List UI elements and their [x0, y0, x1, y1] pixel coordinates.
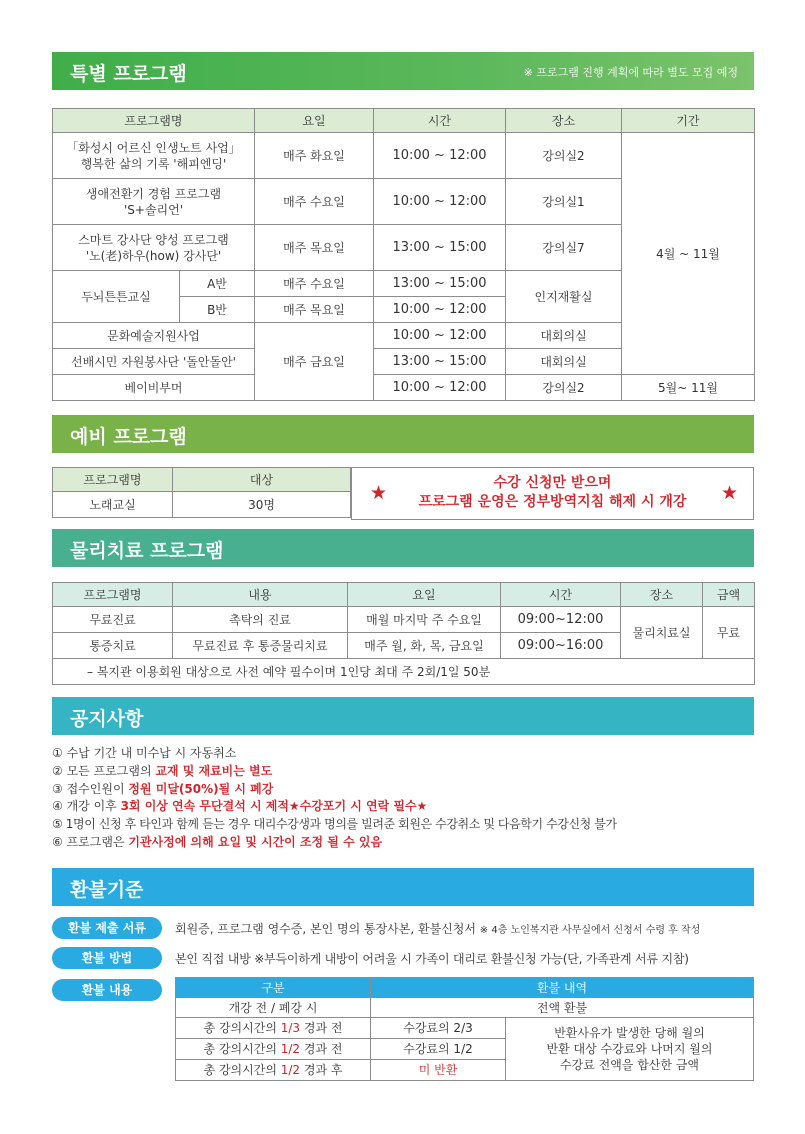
notice-text: ② 모든 프로그램의 — [52, 763, 156, 778]
refund-method-label: 환불 방법 — [52, 947, 162, 969]
notice-highlight: 3회 이상 연속 무단결석 시 제적★수강포기 시 연락 필수★ — [120, 799, 428, 814]
description-line: 수강료 전액을 합산한 금액 — [560, 1058, 699, 1072]
program-name — [53, 133, 255, 179]
col-header: 장소 — [621, 583, 703, 607]
physio-section-header — [52, 529, 754, 567]
refund-content-label: 환불 내용 — [52, 979, 162, 1001]
name-line: '노(老)하우(how) 강사단' — [85, 248, 222, 263]
refund-table — [175, 977, 754, 1081]
fraction: 1/2 — [280, 1063, 301, 1077]
time-cell: 09:00~16:00 — [501, 633, 621, 659]
notice-item — [52, 763, 617, 781]
col-header: 장소 — [506, 109, 622, 133]
condition-text: 총 강의시간의 — [203, 1021, 281, 1035]
refund-documents-label: 환불 제출 서류 — [52, 917, 162, 939]
program-name: 무료진료 — [53, 607, 173, 633]
day-cell: 매주 목요일 — [255, 297, 374, 323]
place-cell: 물리치료실 — [621, 607, 703, 659]
message-line: 수강 신청만 받으며 — [493, 475, 612, 491]
name-line: 생애전환기 경험 프로그램 — [85, 186, 222, 201]
condition-text: 경과 후 — [300, 1063, 343, 1077]
fee-cell: 무료 — [703, 607, 755, 659]
time-cell: 10:00 ~ 12:00 — [374, 133, 506, 179]
day-cell: 매주 화요일 — [255, 133, 374, 179]
program-name — [53, 225, 255, 271]
name-line: 「화성시 어르신 인생노트 사업」 — [66, 140, 241, 155]
notice-text: ① 수납 기간 내 미수납 시 자동취소 — [52, 746, 237, 760]
star-icon: ★ — [720, 482, 738, 504]
special-table — [52, 108, 755, 401]
physio-note: – 복지관 이용회원 대상으로 사전 예약 필수이며 1인당 최대 주 2회/1일 50분 — [53, 659, 755, 685]
content-cell: 촉탁의 진료 — [173, 607, 348, 633]
time-cell: 09:00~12:00 — [501, 607, 621, 633]
refund-documents-text — [175, 920, 700, 937]
notice-item — [52, 798, 617, 816]
notice-item — [52, 816, 617, 834]
col-header: 프로그램명 — [53, 468, 173, 492]
condition-cell: 개강 전 / 폐강 시 — [176, 998, 371, 1018]
pre-section-header — [52, 415, 754, 453]
star-icon: ★ — [370, 482, 388, 504]
refund-value-cell: 전액 환불 — [371, 998, 754, 1018]
section-title: 물리치료 프로그램 — [70, 540, 224, 562]
program-name — [53, 179, 255, 225]
program-name: 선배시민 자원봉사단 '돌안돌안' — [53, 349, 255, 375]
time-cell: 13:00 ~ 15:00 — [374, 225, 506, 271]
target-cell: 30명 — [173, 492, 351, 518]
notice-highlight: 정원 미달(50%)될 시 폐강 — [128, 781, 274, 796]
condition-text: 총 강의시간의 — [203, 1063, 281, 1077]
place-cell: 강의실7 — [506, 225, 622, 271]
notice-text: ⑤ 1명이 신청 후 타인과 함께 듣는 경우 대리수강생과 명의를 빌려준 회원은 수강취소 및 다음학기 수강신청 불가 — [52, 817, 617, 832]
fraction: 1/2 — [280, 1042, 301, 1056]
pre-table — [52, 467, 351, 518]
period-cell: 4월 ~ 11월 — [622, 133, 755, 375]
condition-cell — [176, 1060, 371, 1081]
name-line: 'S+솔리언' — [123, 202, 184, 217]
notice-highlight: 기관사정에 의해 요일 및 시간이 조정 될 수 있음 — [128, 834, 383, 849]
col-header: 시간 — [374, 109, 506, 133]
program-name: 문화예술지원사업 — [53, 323, 255, 349]
time-cell: 10:00 ~ 12:00 — [374, 375, 506, 401]
col-header: 금액 — [703, 583, 755, 607]
physio-table — [52, 582, 755, 685]
notice-text: ⑥ 프로그램은 — [52, 834, 129, 849]
refund-section-header — [52, 868, 754, 906]
pre-notice-box — [351, 467, 754, 520]
fraction: 1/3 — [280, 1021, 301, 1035]
condition-cell — [176, 1018, 371, 1039]
day-cell: 매주 금요일 — [255, 323, 374, 401]
col-header: 대상 — [173, 468, 351, 492]
pre-message — [352, 474, 753, 512]
col-header: 요일 — [255, 109, 374, 133]
place-cell: 강의실1 — [506, 179, 622, 225]
day-cell: 매주 수요일 — [255, 179, 374, 225]
time-cell: 13:00 ~ 15:00 — [374, 271, 506, 297]
special-section-header — [52, 52, 754, 90]
notice-section-header — [52, 697, 754, 735]
place-cell: 강의실2 — [506, 133, 622, 179]
documents-subnote: ※ 4층 노인복지관 사무실에서 신청서 수령 후 작성 — [479, 925, 701, 936]
notice-list — [52, 745, 617, 852]
col-header: 프로그램명 — [53, 109, 255, 133]
message-line: 프로그램 운영은 정부방역지침 해제 시 개강 — [418, 494, 687, 510]
time-cell: 13:00 ~ 15:00 — [374, 349, 506, 375]
notice-item — [52, 745, 617, 763]
notice-text: ④ 개강 이후 — [52, 799, 121, 814]
program-name: 노래교실 — [53, 492, 173, 518]
name-line: 스마트 강사단 양성 프로그램 — [78, 232, 229, 247]
place-cell: 대회의실 — [506, 349, 622, 375]
section-note: ※ 프로그램 진행 계획에 따라 별도 모집 예정 — [523, 66, 738, 79]
condition-text: 경과 전 — [300, 1021, 343, 1035]
notice-text: ③ 접수인원이 — [52, 781, 129, 796]
notice-highlight: 교재 및 재료비는 별도 — [155, 763, 273, 778]
condition-text: 경과 전 — [300, 1042, 343, 1056]
place-cell: 대회의실 — [506, 323, 622, 349]
name-line: 행복한 삶의 기록 '해피엔딩' — [80, 156, 227, 171]
condition-text: 총 강의시간의 — [203, 1042, 281, 1056]
documents-text: 회원증, 프로그램 영수증, 본인 명의 통장사본, 환불신청서 — [175, 922, 476, 936]
program-name: 두뇌튼튼교실 — [53, 271, 180, 323]
condition-cell — [176, 1039, 371, 1060]
place-cell: 인지재활실 — [506, 271, 622, 323]
place-cell: 강의실2 — [506, 375, 622, 401]
day-cell: 매주 목요일 — [255, 225, 374, 271]
class-b: B반 — [180, 297, 255, 323]
col-header: 시간 — [501, 583, 621, 607]
refund-value-cell: 미 반환 — [371, 1060, 506, 1081]
notice-item — [52, 834, 617, 852]
refund-value-cell: 수강료의 2/3 — [371, 1018, 506, 1039]
description-line: 반환사유가 발생한 당해 월의 — [554, 1026, 705, 1040]
col-header: 내용 — [173, 583, 348, 607]
time-cell: 10:00 ~ 12:00 — [374, 323, 506, 349]
col-header: 기간 — [622, 109, 755, 133]
col-header: 환불 내역 — [371, 978, 754, 998]
col-header: 요일 — [348, 583, 501, 607]
col-header: 구분 — [176, 978, 371, 998]
section-title: 특별 프로그램 — [70, 63, 187, 85]
time-cell: 10:00 ~ 12:00 — [374, 297, 506, 323]
refund-method-text: 본인 직접 내방 ※부득이하게 내방이 어려울 시 가족이 대리로 환불신청 가능(단, 가족관계 서류 지참) — [175, 952, 689, 966]
day-cell: 매주 월, 화, 목, 금요일 — [348, 633, 501, 659]
section-title: 예비 프로그램 — [70, 426, 187, 448]
content-cell: 무료진료 후 통증물리치료 — [173, 633, 348, 659]
time-cell: 10:00 ~ 12:00 — [374, 179, 506, 225]
refund-description — [506, 1018, 754, 1081]
col-header: 프로그램명 — [53, 583, 173, 607]
notice-item — [52, 781, 617, 799]
program-name: 통증치료 — [53, 633, 173, 659]
period-cell: 5월~ 11월 — [622, 375, 755, 401]
program-name: 베이비부머 — [53, 375, 255, 401]
class-a: A반 — [180, 271, 255, 297]
day-cell: 매주 수요일 — [255, 271, 374, 297]
day-cell: 매월 마지막 주 수요일 — [348, 607, 501, 633]
section-title: 환불기준 — [70, 879, 144, 901]
description-line: 반환 대상 수강료와 나머지 월의 — [546, 1042, 713, 1056]
section-title: 공지사항 — [70, 708, 144, 730]
refund-value-cell: 수강료의 1/2 — [371, 1039, 506, 1060]
